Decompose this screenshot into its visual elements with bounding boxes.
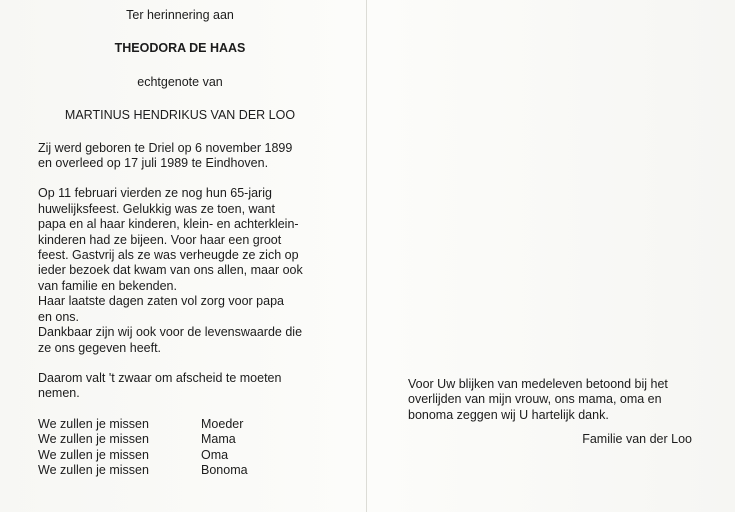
story-paragraph xyxy=(38,186,322,355)
thanks-paragraph xyxy=(408,377,692,423)
thanks-line: bonoma zeggen wij U hartelijk dank. xyxy=(408,407,609,422)
missen-person: Oma xyxy=(201,447,229,462)
story-line: kinderen had ze bijeen. Voor haar een groot xyxy=(38,232,282,247)
missen-row xyxy=(38,432,248,447)
thanks-line: Voor Uw blijken van medeleven betoond bij het xyxy=(408,377,668,391)
story-line: ze ons gegeven heeft. xyxy=(38,340,162,355)
story-line: ieder bezoek dat kwam van ons allen, maar ook xyxy=(38,263,303,278)
story-line: papa en al haar kinderen, klein- en achterklein- xyxy=(38,217,299,232)
missen-row xyxy=(38,417,248,432)
birth-death-line: en overleed op 17 juli 1989 te Eindhoven. xyxy=(38,156,269,171)
card-fold-line xyxy=(366,0,367,512)
spouse-name: MARTINUS HENDRIKUS VAN DER LOO xyxy=(64,108,296,123)
left-page xyxy=(38,8,322,478)
relation-line: echtgenote van xyxy=(137,74,223,89)
deceased-name: THEODORA DE HAAS xyxy=(114,41,246,56)
missen-row xyxy=(38,463,248,478)
missen-phrase: We zullen je missen xyxy=(38,462,149,477)
story-line: feest. Gastvrij als ze was verheugde ze zich op xyxy=(38,248,299,263)
intro-line: Ter herinnering aan xyxy=(126,8,234,22)
missen-phrase: We zullen je missen xyxy=(38,416,149,431)
missen-phrase: We zullen je missen xyxy=(38,432,149,447)
missen-person: Moeder xyxy=(201,416,244,431)
missen-list xyxy=(38,417,248,479)
story-line: en ons. xyxy=(38,309,80,324)
farewell-line: Daarom valt 't zwaar om afscheid te moeten xyxy=(38,370,282,385)
farewell-paragraph xyxy=(38,371,322,402)
family-signature: Familie van der Loo xyxy=(582,432,692,447)
birth-death-line: Zij werd geboren te Driel op 6 november 1899 xyxy=(38,140,293,155)
farewell-line: nemen. xyxy=(38,386,80,401)
story-line: Op 11 februari vierden ze nog hun 65-jarig xyxy=(38,186,272,201)
birth-death-paragraph xyxy=(38,141,322,172)
missen-person: Bonoma xyxy=(201,462,248,477)
missen-phrase: We zullen je missen xyxy=(38,447,149,462)
thanks-line: overlijden van mijn vrouw, ons mama, oma en xyxy=(408,392,662,407)
missen-row xyxy=(38,448,248,463)
story-line: Haar laatste dagen zaten vol zorg voor papa xyxy=(38,294,284,309)
missen-person: Mama xyxy=(201,432,236,447)
story-line: Dankbaar zijn wij ook voor de levenswaarde die xyxy=(38,325,303,340)
story-line: van familie en bekenden. xyxy=(38,278,177,293)
right-page xyxy=(408,377,692,448)
story-line: huwelijksfeest. Gelukkig was ze toen, want xyxy=(38,201,275,216)
